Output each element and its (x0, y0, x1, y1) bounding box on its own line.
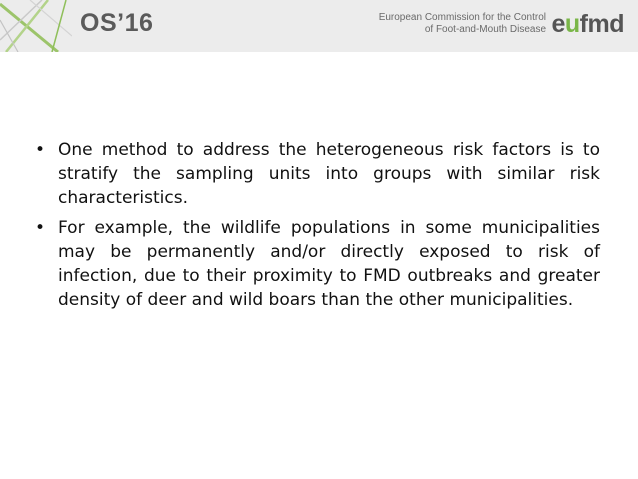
bullet-item (34, 138, 600, 210)
slide-body (34, 138, 600, 318)
eufmd-logo-accent: u (564, 10, 580, 38)
bullet-marker: • (35, 218, 46, 238)
conference-logo: OS’16 (80, 9, 154, 37)
bullet-text: For example, the wildlife populations in some municipalities may be permanently and/or directly exposed to risk of infection, due to their proximity to FMD outbreaks and greater density of deer and wild boars than the other municipalities. (58, 218, 600, 310)
bullet-marker: • (35, 140, 46, 160)
bullet-item (34, 216, 600, 312)
organization-name (306, 12, 546, 36)
eufmd-logo-part-2: fmd (579, 10, 624, 38)
slide-header (0, 0, 638, 52)
organization-name-line-2: of Foot-and-Mouth Disease (424, 24, 546, 35)
organization-name-line-1: European Commission for the Control (378, 12, 546, 23)
eufmd-logo (551, 8, 624, 40)
bullet-list (34, 138, 600, 312)
bullet-text: One method to address the heterogeneous risk factors is to stratify the sampling units into groups with similar risk characteristics. (58, 140, 600, 208)
decorative-lines-graphic (0, 0, 72, 52)
eufmd-logo-part-1: e (551, 10, 565, 38)
